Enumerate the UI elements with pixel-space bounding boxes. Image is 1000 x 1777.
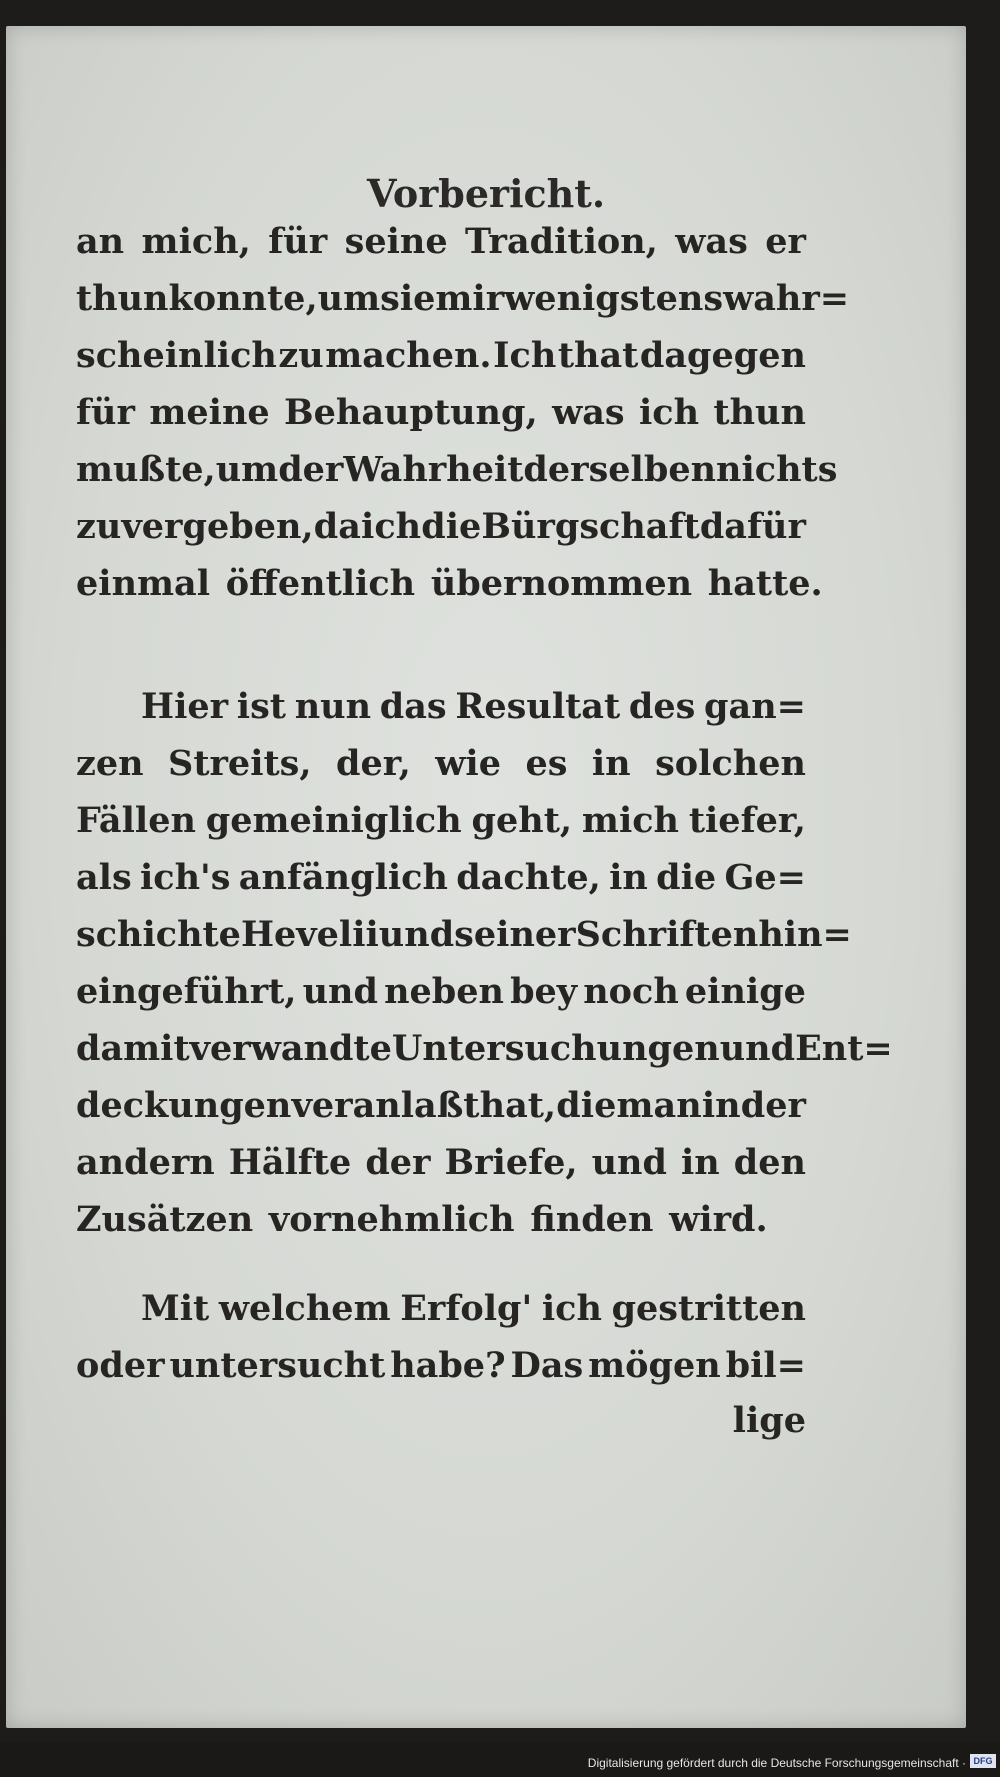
text-line <box>76 270 850 327</box>
paragraph-2 <box>76 678 893 1248</box>
text-line <box>76 678 806 735</box>
word: Erfolg' <box>400 1288 533 1329</box>
word: die <box>421 506 482 547</box>
word: tiefer, <box>688 800 806 841</box>
text-line <box>76 1280 806 1337</box>
word: man <box>616 1085 702 1126</box>
digitization-credit: Digitalisierung gefördert durch die Deutsche Forschungsgemeinschaft · <box>587 1756 966 1770</box>
word: für <box>76 392 135 433</box>
text-line <box>76 792 806 849</box>
text-line <box>76 498 806 555</box>
word: neben <box>384 971 504 1012</box>
word: an <box>76 221 125 262</box>
book-page <box>6 26 966 1728</box>
text-line <box>76 1020 893 1077</box>
word: der <box>365 1142 431 1183</box>
word: hatte. <box>707 563 823 604</box>
word: hin= <box>758 914 852 955</box>
text-line <box>76 1337 806 1394</box>
text-line <box>76 327 806 384</box>
word: der <box>740 1085 806 1126</box>
word: untersucht <box>169 1345 386 1386</box>
word: des <box>628 686 696 727</box>
word: nichts <box>716 449 838 490</box>
running-header: Vorbericht. <box>366 171 606 216</box>
word: ich <box>361 506 422 547</box>
word: um <box>215 449 279 490</box>
word: um <box>317 278 381 319</box>
word: in <box>609 857 648 898</box>
paragraph-3 <box>76 1280 806 1394</box>
word: vergeben, <box>121 506 314 547</box>
text-line <box>76 555 823 612</box>
word: thun <box>713 392 806 433</box>
word: übernommen <box>430 563 693 604</box>
catchword-line <box>76 1392 806 1449</box>
word: eingeführt, <box>76 971 297 1012</box>
paragraph-1 <box>76 213 850 612</box>
word: Hälfte <box>228 1142 352 1183</box>
word: wird. <box>669 1199 768 1240</box>
word: mich, <box>141 221 251 262</box>
word: Resultat <box>455 686 621 727</box>
word: die <box>656 857 717 898</box>
word: Ge= <box>724 857 806 898</box>
text-line <box>76 906 852 963</box>
word: mich <box>581 800 679 841</box>
word: derselben <box>523 449 717 490</box>
text-line <box>76 849 806 906</box>
word: seiner <box>454 914 576 955</box>
word: der <box>278 449 344 490</box>
word: Behauptung, <box>284 392 538 433</box>
word: öffentlich <box>225 563 416 604</box>
word: bey <box>510 971 578 1012</box>
word: dafür <box>699 506 806 547</box>
word: verwandte <box>189 1028 392 1069</box>
word: Bürgschaft <box>481 506 700 547</box>
word: was <box>552 392 625 433</box>
word: deckungen <box>76 1085 292 1126</box>
word: die <box>556 1085 617 1126</box>
catchword: lige <box>732 1400 806 1441</box>
word: Streits, <box>168 743 312 784</box>
word: schichte <box>76 914 241 955</box>
word: der, <box>336 743 411 784</box>
word: scheinlich <box>76 335 277 376</box>
catchword-block <box>76 1392 806 1449</box>
word: als <box>76 857 132 898</box>
word: und <box>591 1142 667 1183</box>
word: Das <box>510 1345 584 1386</box>
word: und <box>302 971 378 1012</box>
word: geht, <box>471 800 573 841</box>
word: einmal <box>76 563 211 604</box>
word: was <box>675 221 748 262</box>
word: in <box>701 1085 741 1126</box>
word: finden <box>530 1199 654 1240</box>
word: bil= <box>725 1345 806 1386</box>
text-line <box>76 213 806 270</box>
word: zu <box>278 335 324 376</box>
dfg-logo: DFG <box>970 1754 996 1768</box>
word: Untersuchungen <box>391 1028 720 1069</box>
word: Tradition, <box>465 221 658 262</box>
word: zen <box>76 743 144 784</box>
word: ich <box>638 392 700 433</box>
text-line <box>76 1191 806 1248</box>
word: Fällen <box>76 800 196 841</box>
word: in <box>680 1142 720 1183</box>
word: nun <box>294 686 372 727</box>
word: einige <box>684 971 806 1012</box>
word: in <box>591 743 631 784</box>
text-line <box>76 1077 806 1134</box>
word: hat, <box>479 1085 557 1126</box>
word: ist <box>236 686 286 727</box>
word: gan= <box>704 686 806 727</box>
word: noch <box>583 971 679 1012</box>
word: seine <box>344 221 448 262</box>
word: dagegen <box>639 335 806 376</box>
word: thun <box>76 278 169 319</box>
word: Ich <box>493 335 557 376</box>
word: solchen <box>655 743 806 784</box>
text-line <box>76 963 806 1020</box>
word: meine <box>149 392 270 433</box>
word: Hevelii <box>240 914 379 955</box>
word: veranlaßt <box>291 1085 480 1126</box>
word: und <box>378 914 455 955</box>
word: da <box>313 506 361 547</box>
word: es <box>525 743 568 784</box>
word: damit <box>76 1028 190 1069</box>
word: Schriften <box>575 914 759 955</box>
word: sie <box>380 278 436 319</box>
word: vornehmlich <box>268 1199 515 1240</box>
word: zu <box>76 506 122 547</box>
text-line <box>76 735 806 792</box>
word: Ent= <box>795 1028 893 1069</box>
word: und <box>719 1028 796 1069</box>
word: ich's <box>140 857 231 898</box>
word: mögen <box>588 1345 721 1386</box>
word: Zusätzen <box>76 1199 254 1240</box>
text-line <box>76 1134 806 1191</box>
word: Wahrheit <box>343 449 524 490</box>
word: oder <box>76 1345 165 1386</box>
text-line <box>76 441 838 498</box>
word: Hier <box>141 686 229 727</box>
word: das <box>379 686 447 727</box>
word: konnte, <box>168 278 318 319</box>
word: andern <box>76 1142 215 1183</box>
word: habe? <box>390 1345 506 1386</box>
word: gestritten <box>611 1288 806 1329</box>
word: Briefe, <box>444 1142 578 1183</box>
word: er <box>765 221 806 262</box>
word: welchem <box>218 1288 391 1329</box>
word: anfänglich <box>238 857 448 898</box>
word: machen. <box>325 335 492 376</box>
word: mir <box>435 278 505 319</box>
word: wenigstens <box>504 278 724 319</box>
word: den <box>733 1142 806 1183</box>
word: mußte, <box>76 449 216 490</box>
word: that <box>557 335 639 376</box>
word: wahr= <box>723 278 850 319</box>
text-line <box>76 384 806 441</box>
word: ich <box>541 1288 602 1329</box>
word: gemeiniglich <box>205 800 462 841</box>
word: für <box>268 221 328 262</box>
word: Mit <box>141 1288 210 1329</box>
word: wie <box>435 743 501 784</box>
word: dachte, <box>456 857 601 898</box>
